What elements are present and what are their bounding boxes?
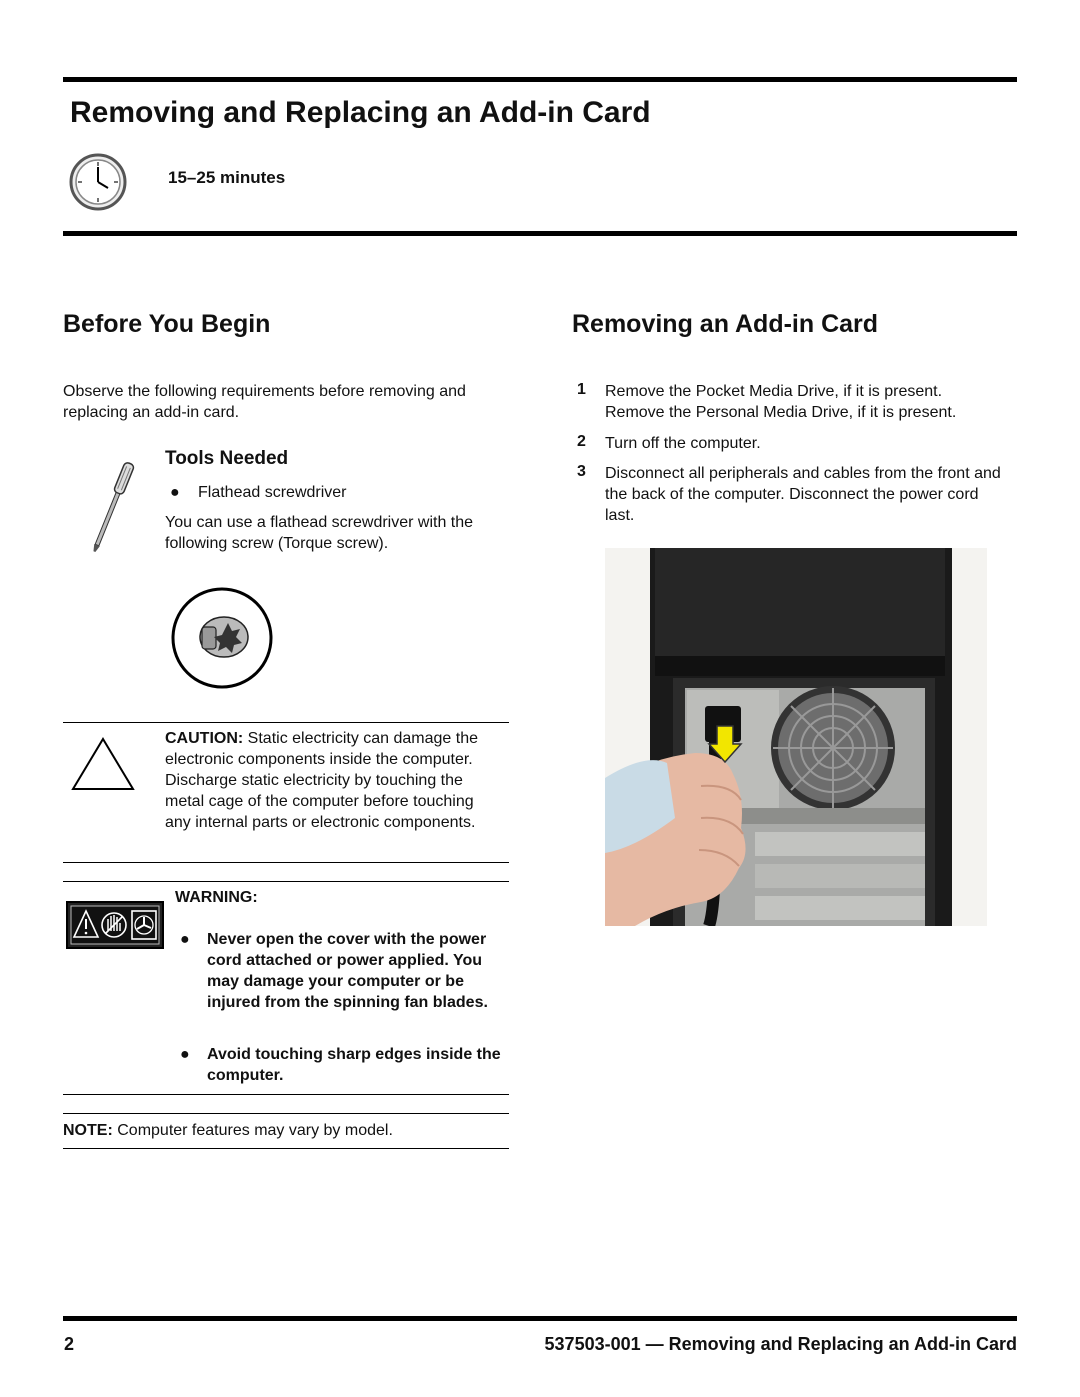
page-title: Removing and Replacing an Add-in Card (70, 96, 651, 129)
step-item (577, 381, 1007, 425)
step-text: Turn off the computer. (605, 435, 761, 452)
step-item (577, 463, 1007, 529)
top-rule (63, 77, 1017, 82)
tools-heading: Tools Needed (165, 448, 289, 469)
torx-screw-icon (166, 585, 276, 691)
warning-top-rule (63, 881, 509, 882)
bullet-icon: ● (180, 931, 190, 948)
caution-text (165, 728, 495, 833)
screwdriver-icon (84, 458, 140, 558)
time-estimate: 15–25 minutes (168, 168, 286, 187)
caution-top-rule (63, 722, 509, 723)
footer-doc-title: 537503-001 — Removing and Replacing an Add-in Card (544, 1334, 1017, 1354)
before-intro: Observe the following requirements before removing and replacing an add-in card. (63, 383, 466, 421)
note-label: NOTE: (63, 1122, 113, 1139)
note-bottom-rule (63, 1148, 509, 1149)
clock-icon (68, 152, 128, 212)
caution-bottom-rule (63, 862, 509, 863)
warning-icon (66, 901, 164, 949)
bullet-icon: ● (170, 484, 180, 501)
step-item (577, 433, 1007, 455)
warning-bottom-rule (63, 1094, 509, 1095)
page-number: 2 (64, 1334, 75, 1354)
note-top-rule (63, 1113, 509, 1114)
caution-icon (70, 736, 136, 792)
warning-label: WARNING: (175, 889, 258, 906)
step-text: Disconnect all peripherals and cables from the front and the back of the computer. Disconnect the power cord last. (605, 465, 1001, 524)
removing-heading: Removing an Add-in Card (572, 310, 879, 338)
warning-item-text: Never open the cover with the power cord attached or power applied. You may damage your computer or be injured from the spinning fan blades. (207, 931, 488, 1011)
bullet-icon: ● (180, 1046, 190, 1063)
caution-body: Static electricity can damage the electronic components inside the computer. Discharge static electricity by touching the metal cage of the computer before touching any internal parts or electronic components. (165, 730, 479, 831)
step-number: 3 (577, 463, 586, 480)
caution-label: CAUTION: (165, 730, 244, 747)
footer-rule (63, 1316, 1017, 1321)
tool-label: Flathead screwdriver (198, 484, 347, 501)
before-heading: Before You Begin (63, 310, 271, 338)
warning-item-text: Avoid touching sharp edges inside the computer. (207, 1046, 501, 1084)
header-bottom-rule (63, 231, 1017, 236)
note-body: Computer features may vary by model. (117, 1122, 393, 1139)
computer-back-photo (605, 548, 987, 926)
step-number: 2 (577, 433, 586, 450)
tools-note: You can use a flathead screwdriver with the following screw (Torque screw). (165, 514, 474, 552)
note-text (63, 1120, 509, 1141)
step-text: Remove the Pocket Media Drive, if it is present. Remove the Personal Media Drive, if it is present. (605, 383, 957, 421)
step-number: 1 (577, 381, 586, 398)
